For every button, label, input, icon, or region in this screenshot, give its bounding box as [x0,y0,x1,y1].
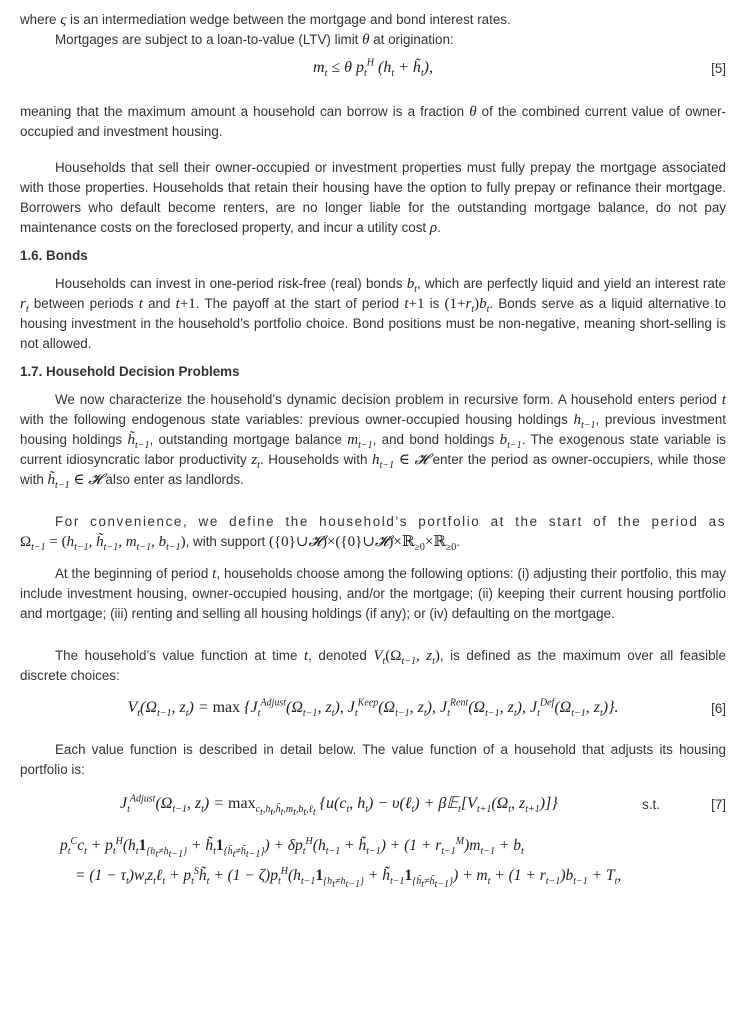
equation-6-body: $V_t(\Omega_{t-1}$, $z_t) = \max \{J_t^{Adjust}(\Omega_{t-1}$, $z_t$), $J_t^{Keep}(\Omega_{t-1}$, $z_t$), $J_t^{Rent}(\Omega_{t-1}$, $z_t$), $J_t^{Def}(\Omega_{t-1}$, $z_t$)}. [127,697,619,720]
budget-constraint-line-2: = $(1 - \tau_t)w_tz_t\ell_t$ + $p_t^Sh̃_t + (1 - \zeta)p_t^H(h_{t-1}1_{\{h_t\ne h_{t-1}\}}$ + $h̃_{t-1}1_{\{h̃_t\ne h̃_{t-1}\}}) + m_t + (1 + r_{t-1})b_{t-1} + T_t$, [75,865,622,891]
section-heading-bonds: 1.6. Bonds [20,248,88,263]
budget-constraint-line-1: $p_t^Cc_t + p_t^H(h_t1_{\{h_t\ne h_{t-1}\}}$ + $h̃_t1_{\{h̃_t\ne h̃_{t-1}\}}) + \delta p_t^H(h_{t-1}$ + $h̃_{t-1}) + (1 + r_{t-1}^M)m_{t-1} + b_t$ [60,835,524,861]
paragraph-wedge: where ς is an intermediation wedge between the mortgage and bond interest rates. [20,12,511,28]
equation-7 [20,780,726,830]
equation-7-number: [7] [711,797,726,812]
paragraph-adjust-intro: Each value function is described in detail below. The value function of a household that adjusts its housing portfolio is: [20,742,726,777]
equation-7-such-that: s.t. [642,797,660,812]
paragraph-bonds: Households can invest in one-period risk-free (real) bonds $b_t$, which are perfectly liquid and yield an interest rate $r_t$ between periods t and t+1. The payoff at the start of period t+1 is $(1+r_t)b_t$. Bonds serve as a liquid alternative to housing investment in the household’s portfolio choice. Bond positions must be non-negative, meaning short-selling is not allowed. [20,276,726,351]
equation-6 [20,686,726,732]
paragraph-ltv: Mortgages are subject to a loan-to-value (LTV) limit θ at origination: [55,32,454,48]
paper-page [20,10,726,890]
paragraph-value-function: The household’s value function at time t, denoted $V_t(\Omega_{t-1}$, $z_t$), is defined as the maximum over all feasible discrete choices: [20,648,726,683]
section-heading-household-decision: 1.7. Household Decision Problems [20,364,240,379]
equation-7-body: $J_t^{Adjust}(\Omega_{t-1}$, $z_t) = \max_{c_t,h_t,h̃_t,m_t,b_t,\ell_t} \{u(c_t$, $h_t$) − υ(ℓ$_t$) + $\beta 𝔼_t[V_{t+1}(\Omega_t$, $z_{t+1}$)]} [120,793,558,819]
equation-6-number: [6] [711,701,726,716]
equation-5-number: [5] [711,61,726,76]
paragraph-prepay: Households that sell their owner-occupied or investment properties must fully prepay the mortgage associated with those properties. Households that retain their housing have the option to fully prepay or refinance their mortgage. Borrowers who default become renters, are no longer liable for the outstanding mortgage balance, do not pay maintenance costs on the foreclosed property, and incur a utility cost ρ. [20,160,726,236]
paragraph-options: At the beginning of period t, households choose among the following options: (i) adjusting their portfolio, this may include investment housing, owner-occupied housing, and/or the mortgage; (ii) keeping their current housing portfolio and mortgage; (iii) renting and selling all housing holdings (if any); or (iv) defaulting on the mortgage. [20,566,726,621]
equation-5-body: $m_t \le \theta$ $p_t^H$ ($h_t$ + $h̃_t$), [312,57,433,80]
paragraph-ltv-meaning: meaning that the maximum amount a household can borrow is a fraction θ of the combined current value of owner-occupied and investment housing. [20,104,726,139]
paragraph-state-variables: We now characterize the household’s dynamic decision problem in recursive form. A household enters period t with the following endogenous state variables: previous owner-occupied housing holdings $h_{t-1}$, previous investment housing holdings $h̃_{t-1}$, outstanding mortgage balance $m_{t-1}$, and bond holdings $b_{t-1}$. The exogenous state variable is current idiosyncratic labor productivity $z_t$. Households with $h_{t-1}$ ∈ 𝓗 enter the period as owner-occupiers, while those with $h̃_{t-1}$ ∈ 𝓗 also enter as landlords. [20,392,726,491]
paragraph-portfolio: For convenience, we define the household’s portfolio at the start of the period as $\Omega_{t-1} = (h_{t-1}$, $h̃_{t-1}$, $m_{t-1}$, $b_{t-1}$), with support ({0}∪𝓗)×({0}∪𝓗)×ℝ$_{\ge 0}$×ℝ$_{\ge 0}$. [20,514,726,553]
equation-5 [20,50,726,90]
